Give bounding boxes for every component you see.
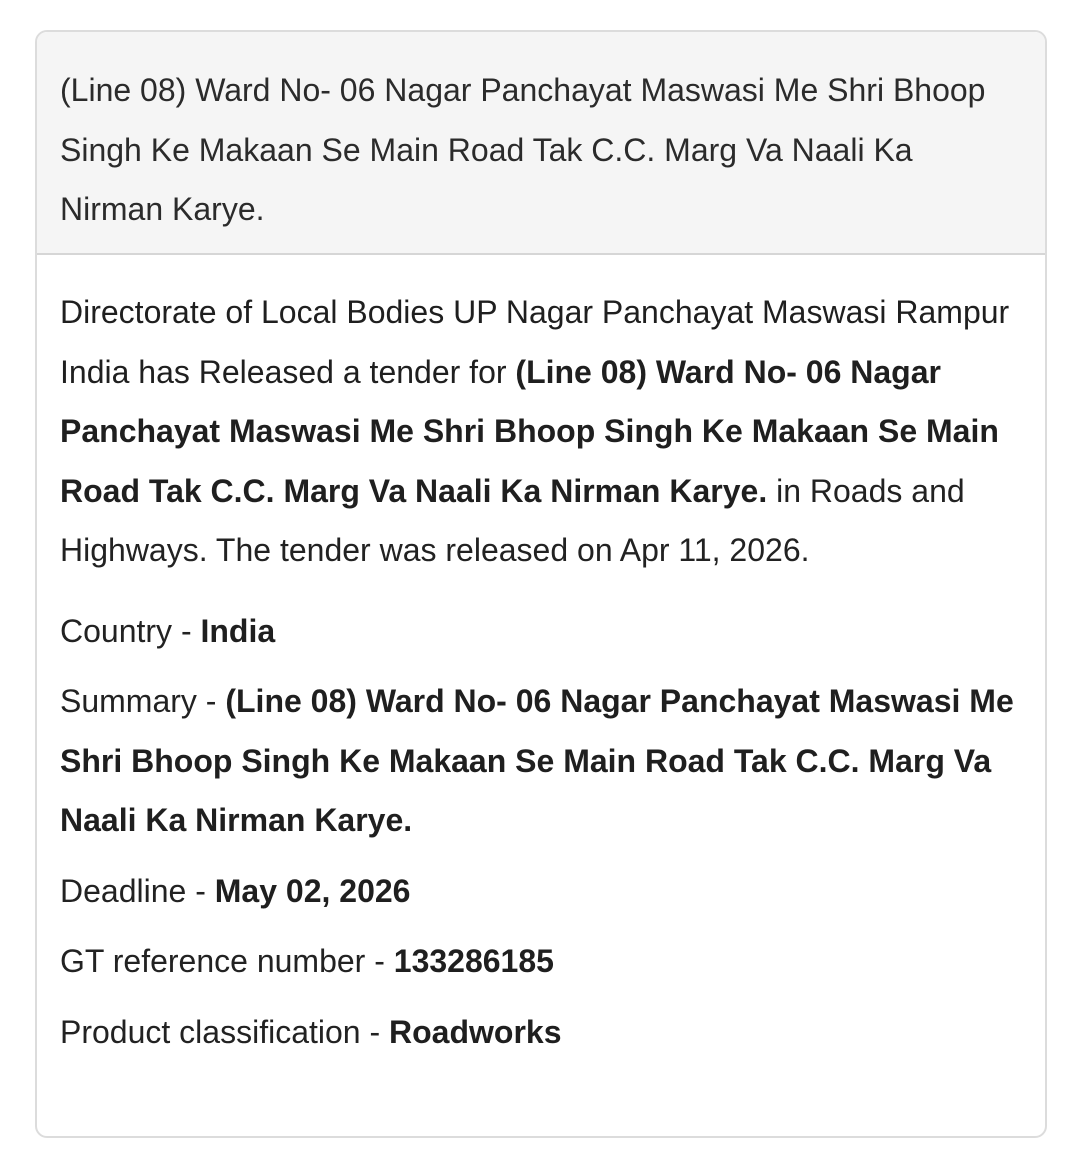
detail-value: Roadworks xyxy=(389,1013,562,1050)
tender-title: (Line 08) Ward No- 06 Nagar Panchayat Maswasi Me Shri Bhoop Singh Ke Makaan Se Main Road Tak C.C. Marg Va Naali Ka Nirman Karye. xyxy=(37,32,1045,255)
detail-label: GT reference number - xyxy=(60,943,394,979)
description-intro: Directorate of Local Bodies UP Nagar Panchayat Maswasi Rampur India has Released a tender for xyxy=(60,294,1010,390)
detail-value: May 02, 2026 xyxy=(214,872,411,909)
detail-product-classification xyxy=(60,1003,1021,1063)
tender-description xyxy=(60,283,1021,581)
description-title: (Line 08) Ward No- 06 Nagar Panchayat Maswasi Me Shri Bhoop Singh Ke Makaan Se Main Road Tak C.C. Marg Va Naali Ka Nirman Karye. xyxy=(60,353,999,509)
description-suffix: in Roads and Highways. The tender was released on Apr 11, 2026. xyxy=(60,472,965,568)
detail-gt-reference xyxy=(60,932,1021,992)
detail-label: Product classification - xyxy=(60,1013,390,1050)
detail-value: (Line 08) Ward No- 06 Nagar Panchayat Maswasi Me Shri Bhoop Singh Ke Makaan Se Main Road Tak C.C. Marg Va Naali Ka Nirman Karye. xyxy=(60,683,1014,838)
detail-value: 133286185 xyxy=(393,943,554,979)
detail-label: Deadline - xyxy=(60,872,215,909)
detail-summary xyxy=(60,672,1021,851)
tender-details xyxy=(37,255,1045,1062)
detail-label: Country - xyxy=(60,612,201,649)
detail-country xyxy=(60,602,1021,662)
detail-label: Summary - xyxy=(60,683,226,719)
detail-value: India xyxy=(200,612,276,649)
detail-deadline xyxy=(60,862,1021,922)
tender-card xyxy=(35,30,1047,1138)
